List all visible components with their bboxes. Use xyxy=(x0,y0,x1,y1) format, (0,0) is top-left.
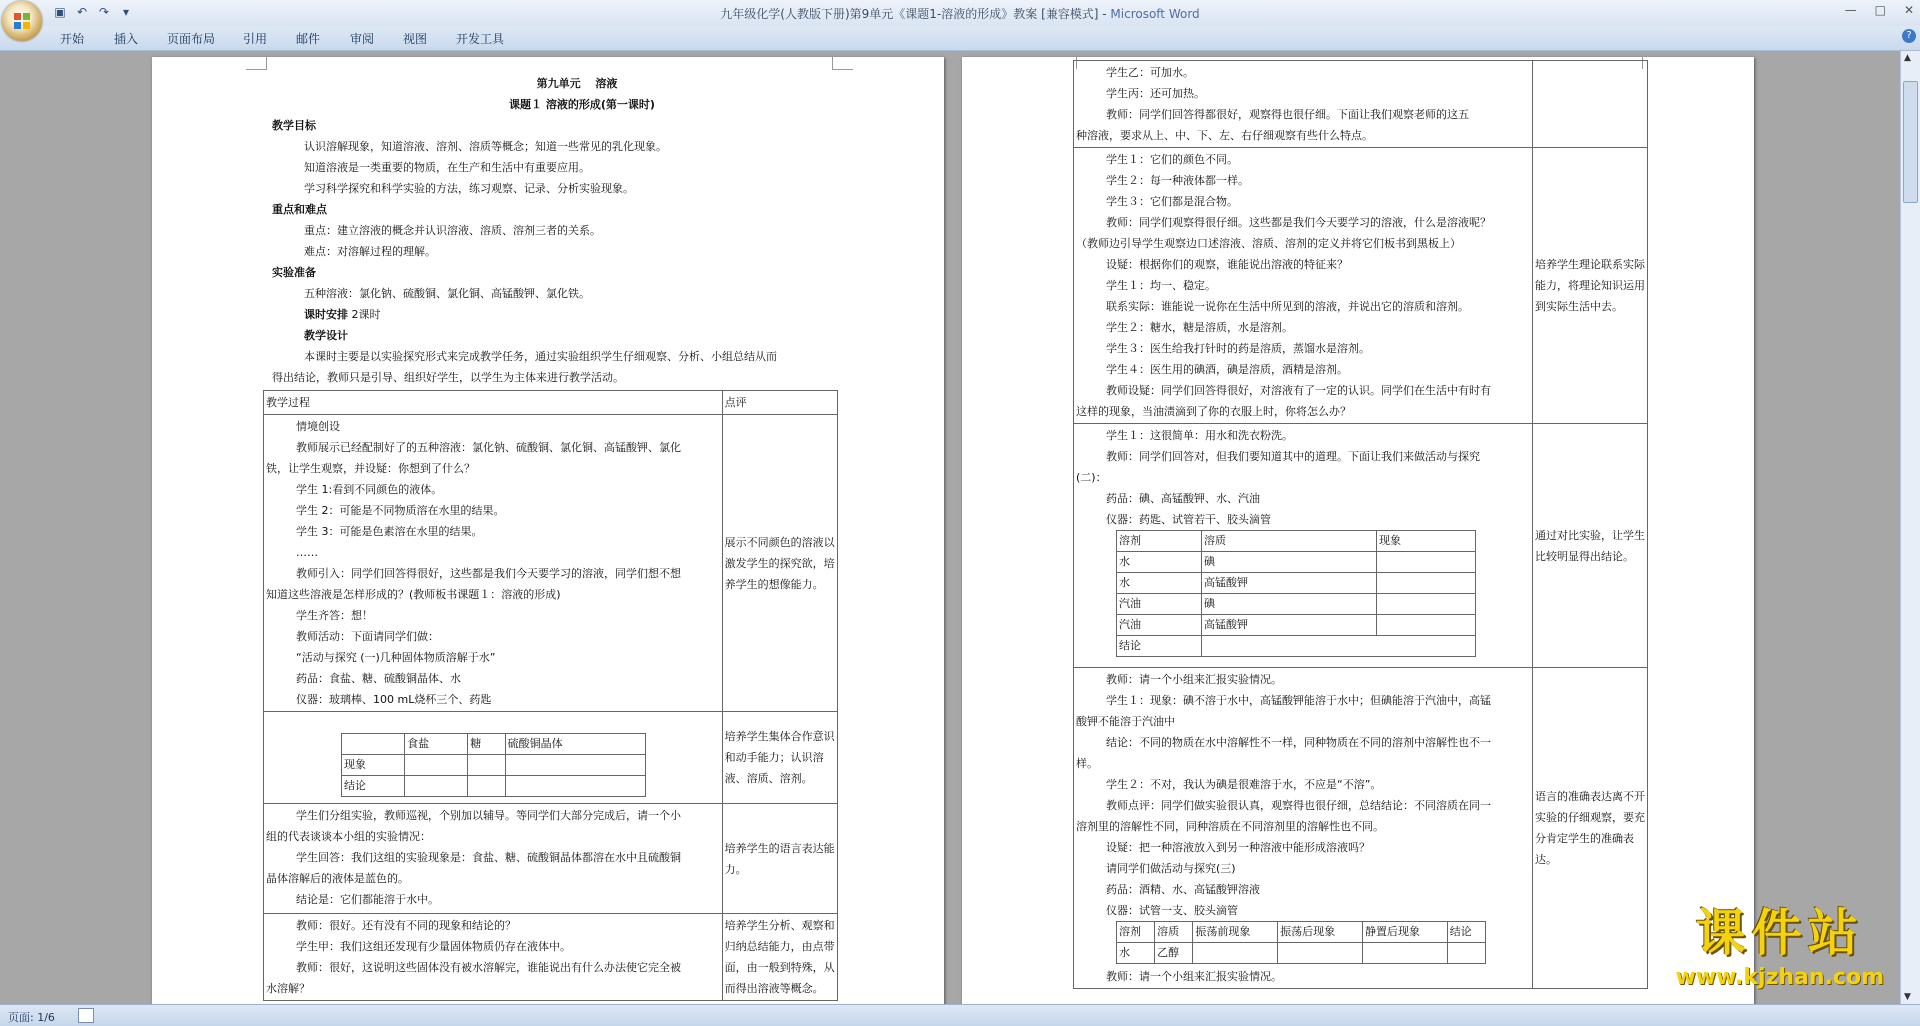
key-heading: 重点和难点 xyxy=(272,203,327,216)
page-1 xyxy=(152,57,944,1004)
tab-view[interactable]: 视图 xyxy=(403,32,428,46)
customize-qat-icon[interactable]: ▾ xyxy=(122,5,130,19)
ribbon-tabs xyxy=(0,26,1920,51)
experiment-table-3: 溶剂 溶质 振荡前现象 振荡后现象 静置后现象 结论 水 乙醇 xyxy=(1116,921,1486,964)
title-bar xyxy=(0,0,1920,26)
tab-page-layout[interactable]: 页面布局 xyxy=(167,32,216,46)
minimize-icon[interactable]: — xyxy=(1844,3,1857,17)
process-cell: 学生１：它们的颜色不同。 学生２：每一种液体都一样。 学生３：它们都是混合物。 教师：同学们观察得很仔细。这些都是我们今天要学习的溶液，什么是溶液呢？ （教师边引导学生观察边口述溶液、溶质、溶剂的定义并将它们板书到黑板上） 设疑：根据你们的观察，谁能说出溶液的特征来？ 学生１：均一、稳定。 联系实际：谁能说一说你在生活中所见到的溶液，并说出它的溶质和溶剂。 学生２：糖水，糖是溶质，水是溶剂。 学生３：医生给我打针时的药是溶质，蒸馏水是溶剂。 学生４：医生用的碘酒，碘是溶质，酒精是溶剂。 教师设疑：同学们回答得很好，对溶液有了一定的认识。同学们在生活中有时有 这样的现象，当油渍滴到了你的衣服上时，你将怎么办？ xyxy=(1074,148,1533,424)
redo-icon[interactable]: ↷ xyxy=(98,5,110,19)
process-cell xyxy=(264,712,723,804)
office-button[interactable] xyxy=(2,1,42,41)
comment-cell: 语言的准确表达离不开实验的仔细观察，要充分肯定学生的准确表达。 xyxy=(1533,668,1648,989)
scroll-down-icon[interactable]: ▼ xyxy=(1904,992,1911,1002)
help-icon[interactable]: ? xyxy=(1902,29,1916,43)
watermark: 课件站 www.kjzhan.com xyxy=(1675,903,1884,990)
experiment-table-1: 食盐 糖 硫酸铜晶体 现象 结论 xyxy=(341,733,646,797)
scroll-thumb[interactable] xyxy=(1903,81,1918,203)
goal-line: 知道溶液是一类重要的物质，在生产和生活中有重要应用。 xyxy=(304,161,590,174)
tab-mailings[interactable]: 邮件 xyxy=(296,32,321,46)
tab-home[interactable]: 开始 xyxy=(60,32,85,46)
comment-cell: 培养学生的语言表达能力。 xyxy=(722,804,837,914)
vertical-scrollbar[interactable] xyxy=(1900,51,1920,1004)
hours-line: 课时安排 2课时 xyxy=(304,308,381,321)
window-controls xyxy=(1845,3,1914,17)
goal-line: 认识溶解现象，知道溶液、溶剂、溶质等概念；知道一些常见的乳化现象。 xyxy=(304,140,667,153)
comment-cell: 通过对比实验，让学生比较明显得出结论。 xyxy=(1533,424,1648,668)
experiment-table-2: 溶剂 溶质 现象 水 碘 水 高锰酸钾 汽油 碘 汽油 高锰酸钾 结论 xyxy=(1116,530,1476,657)
design-heading: 教学设计 xyxy=(304,329,348,342)
tab-references[interactable]: 引用 xyxy=(243,32,268,46)
save-icon[interactable]: ▣ xyxy=(54,5,66,19)
lesson-title: 课题１ 溶液的形成(第一课时) xyxy=(509,98,655,111)
prep-line: 五种溶液：氯化钠、硫酸铜、氯化铜、高锰酸钾、氯化铁。 xyxy=(304,287,590,300)
tab-insert[interactable]: 插入 xyxy=(114,32,139,46)
comment-cell: 培养学生理论联系实际能力，将理论知识运用到实际生活中去。 xyxy=(1533,148,1648,424)
scroll-up-icon[interactable]: ▲ xyxy=(1904,53,1911,63)
comment-cell xyxy=(1533,61,1648,148)
design-line: 得出结论，教师只是引导、组织好学生，以学生为主体来进行教学活动。 xyxy=(272,371,624,384)
page-2 xyxy=(962,57,1754,1004)
process-cell: 情境创设 教师展示已经配制好了的五种溶液：氯化钠、硫酸铜、氯化铜、高锰酸钾、氯化 铁，让学生观察，并设疑：你想到了什么？ 学生 1:看到不同颜色的液体。 学生 2：可能是不同物质溶在水里的结果。 学生 3：可能是色素溶在水里的结果。 …… 教师引入：同学们回答得很好，这些都是我们今天要学习的溶液，同学们想不想 知道这些溶液是怎样形成的？(教师板书课题１：溶液的形成) 学生齐答：想！ 教师活动：下面请同学们做： “活动与探究 (一)几种固体物质溶解于水” 药品：食盐、糖、硫酸铜晶体、水 仪器：玻璃棒、100 mL烧杯三个、药匙 xyxy=(264,415,723,712)
status-bar xyxy=(0,1004,1920,1026)
window-title: 九年级化学(人教版下册)第9单元《课题1-溶液的形成》教案 [兼容模式] - Microsoft Word xyxy=(720,7,1200,21)
maximize-icon[interactable]: □ xyxy=(1874,3,1886,17)
design-line: 本课时主要是以实验探究形式来完成教学任务，通过实验组织学生仔细观察、分析、小组总结从而 xyxy=(304,350,777,363)
key-line: 难点：对溶解过程的理解。 xyxy=(304,245,436,258)
process-table xyxy=(263,390,838,1001)
prep-heading: 实验准备 xyxy=(272,266,316,279)
process-cell: 学生１：这很简单：用水和洗衣粉洗。 教师：同学们回答对，但我们要知道其中的道理。下面让我们来做活动与探究 (二)： 药品：碘、高锰酸钾、水、汽油 仪器：药匙、试管若干、胶头滴管 溶剂 溶质 现象 水 碘 水 高锰酸钾 汽油 碘 汽油 高锰酸钾 结论 xyxy=(1074,424,1533,668)
process-cell: 教师：请一个小组来汇报实验情况。 学生１：现象：碘不溶于水中，高锰酸钾能溶于水中；但碘能溶于汽油中，高锰 酸钾不能溶于汽油中 结论：不同的物质在水中溶解性不一样，同种物质在不同的溶剂中溶解性也不一 样。 学生２：不对，我认为碘是很难溶于水，不应是“不溶”。 教师点评：同学们做实验很认真，观察得也很仔细，总结结论：不同溶质在同一 溶剂里的溶解性不同，同种溶质在不同溶剂里的溶解性也不同。 设疑：把一种溶液放入到另一种溶液中能形成溶液吗？ 请同学们做活动与探究(三) 药品：酒精、水、高锰酸钾溶液 仪器：试管一支、胶头滴管 溶剂 溶质 振荡前现象 振荡后现象 静置后现象 结论 水 乙醇 教师：请一个小组来汇报实验情况。 xyxy=(1074,668,1533,989)
header-process: 教学过程 xyxy=(264,391,723,415)
goals-heading: 教学目标 xyxy=(272,119,316,132)
goal-line: 学习科学探究和科学实验的方法，练习观察、记录、分析实验现象。 xyxy=(304,182,634,195)
comment-cell: 展示不同颜色的溶液以激发学生的探究欲，培养学生的想像能力。 xyxy=(722,415,837,712)
header-comment: 点评 xyxy=(722,391,837,415)
key-line: 重点：建立溶液的概念并认识溶液、溶质、溶剂三者的关系。 xyxy=(304,224,601,237)
tab-review[interactable]: 审阅 xyxy=(350,32,375,46)
macro-record-icon[interactable] xyxy=(78,1008,94,1023)
tab-developer[interactable]: 开发工具 xyxy=(456,32,505,46)
comment-cell: 培养学生分析、观察和归纳总结能力，由点带面，由一般到特殊，从而得出溶液等概念。 xyxy=(722,914,837,1001)
comment-cell: 培养学生集体合作意识和动手能力；认识溶液、溶质、溶剂。 xyxy=(722,712,837,804)
process-cell: 学生们分组实验，教师巡视，个别加以辅导。等同学们大部分完成后，请一个小 组的代表谈谈本小组的实验情况： 学生回答：我们这组的实验现象是：食盐、糖、硫酸铜晶体都溶在水中且硫酸铜 晶体溶解后的液体是蓝色的。 结论是：它们都能溶于水中。 xyxy=(264,804,723,914)
process-table-continued xyxy=(1073,60,1648,989)
process-cell: 学生乙：可加水。 学生丙：还可加热。 教师：同学们回答得都很好，观察得也很仔细。下面让我们观察老师的这五 种溶液，要求从上、中、下、左、右仔细观察有些什么特点。 xyxy=(1074,61,1533,148)
document-workspace xyxy=(0,51,1900,1004)
process-cell: 教师：很好。还有没有不同的现象和结论的？ 学生甲：我们这组还发现有少量固体物质仍存在液体中。 教师：很好，这说明这些固体没有被水溶解完，谁能说出有什么办法使它完全被 水溶解？ xyxy=(264,914,723,1001)
office-logo-icon xyxy=(12,11,32,31)
undo-icon[interactable]: ↶ xyxy=(76,5,88,19)
page-indicator[interactable]: 页面: 1/6 xyxy=(8,1011,55,1024)
crop-mark xyxy=(832,57,853,70)
close-icon[interactable]: ✕ xyxy=(1903,3,1914,17)
crop-mark xyxy=(246,57,267,70)
unit-title: 第九单元 溶液 xyxy=(536,77,618,90)
